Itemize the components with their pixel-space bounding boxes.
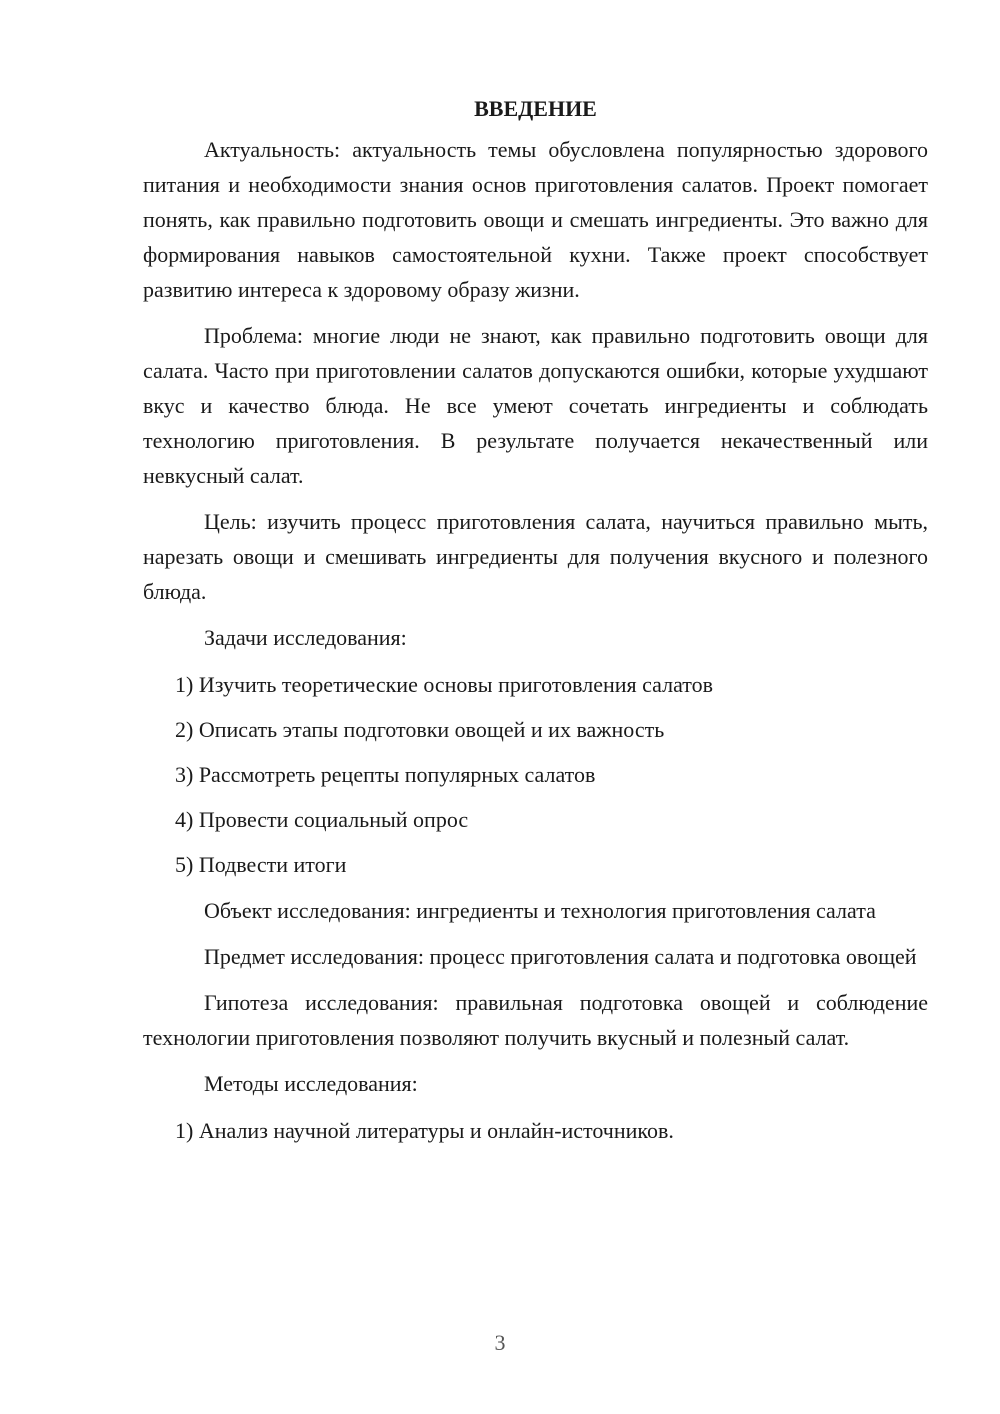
page-content — [143, 92, 928, 1148]
task-item: 4) Провести социальный опрос — [175, 807, 469, 832]
subject-paragraph: Предмет исследования: процесс приготовления салата и подготовка овощей — [204, 944, 917, 969]
task-item: 5) Подвести итоги — [175, 852, 347, 877]
tasks-heading: Задачи исследования: — [204, 625, 407, 650]
problem-paragraph: Проблема: многие люди не знают, как правильно подготовить овощи для салата. Часто при приготовлении салатов допускаются ошибки, которые ухудшают вкус и качество блюда. Не все умеют сочетать ингредиенты и соблюдать технологию приготовления. В результате получается некачественный или невкусный салат. — [143, 323, 928, 488]
task-item: 1) Изучить теоретические основы приготовления салатов — [175, 672, 714, 697]
goal-paragraph: Цель: изучить процесс приготовления салата, научиться правильно мыть, нарезать овощи и смешивать ингредиенты для получения вкусного и полезного блюда. — [143, 509, 928, 604]
task-item: 2) Описать этапы подготовки овощей и их важность — [175, 717, 665, 742]
methods-heading: Методы исследования: — [204, 1071, 418, 1096]
page-title: ВВЕДЕНИЕ — [474, 96, 597, 121]
object-paragraph: Объект исследования: ингредиенты и технология приготовления салата — [204, 898, 876, 923]
task-item: 3) Рассмотреть рецепты популярных салатов — [175, 762, 596, 787]
relevance-paragraph: Актуальность: актуальность темы обусловлена популярностью здорового питания и необходимости знания основ приготовления салатов. Проект помогает понять, как правильно подготовить овощи и смешать ингредиенты. Это важно для формирования навыков самостоятельной кухни. Также проект способствует развитию интереса к здоровому образу жизни. — [143, 137, 928, 302]
method-item: 1) Анализ научной литературы и онлайн-источников. — [175, 1118, 674, 1143]
page-number: 3 — [494, 1330, 506, 1355]
hypothesis-paragraph: Гипотеза исследования: правильная подготовка овощей и соблюдение технологии приготовления позволяют получить вкусный и полезный салат. — [143, 990, 928, 1050]
